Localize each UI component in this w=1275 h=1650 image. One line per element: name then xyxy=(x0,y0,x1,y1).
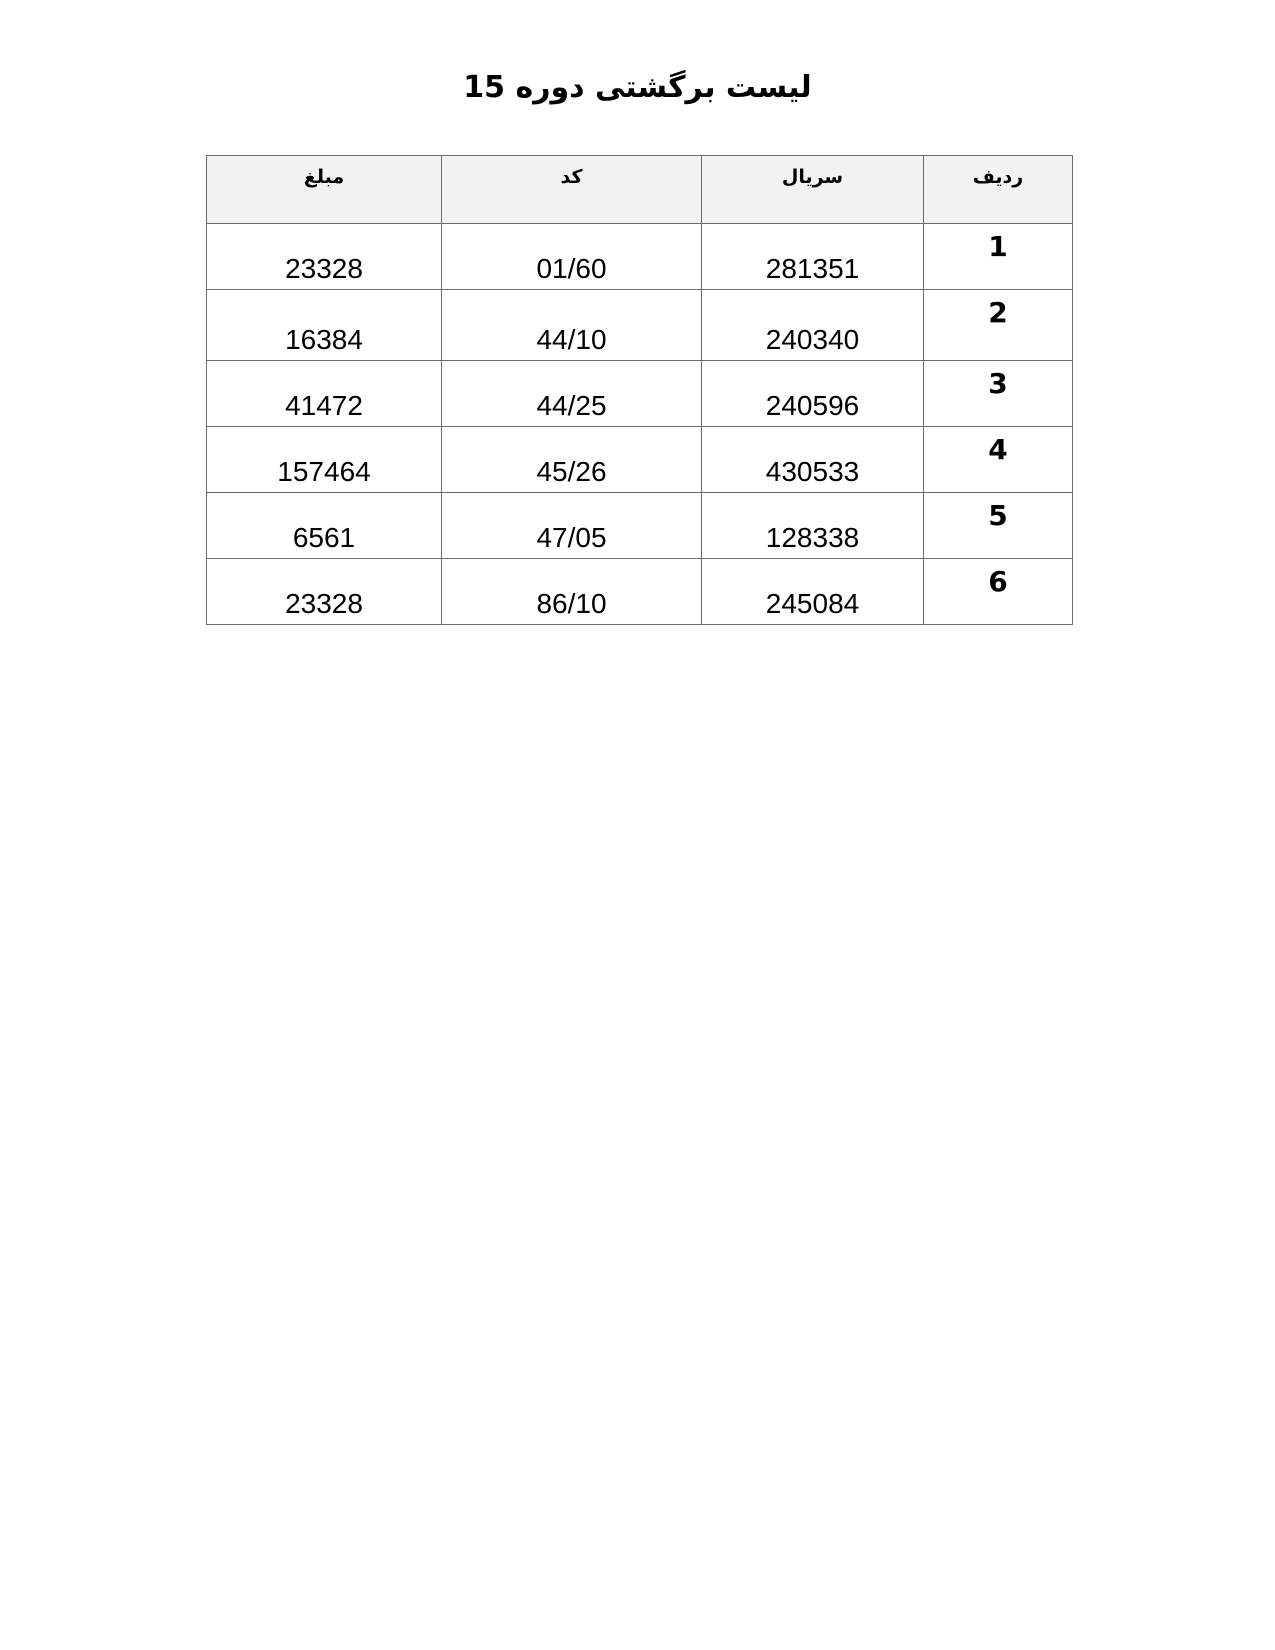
cell-serial: 245084 xyxy=(702,559,924,625)
cell-code: 44/25 xyxy=(442,361,702,427)
table-header-row xyxy=(207,156,1073,224)
cell-row-number: 4 xyxy=(924,427,1073,493)
cell-amount: 41472 xyxy=(207,361,442,427)
cell-code: 47/05 xyxy=(442,493,702,559)
cell-row-number: 6 xyxy=(924,559,1073,625)
cell-amount: 16384 xyxy=(207,290,442,361)
cell-code: 44/10 xyxy=(442,290,702,361)
table-row xyxy=(207,224,1073,290)
table-row xyxy=(207,290,1073,361)
cell-serial: 281351 xyxy=(702,224,924,290)
cell-amount: 157464 xyxy=(207,427,442,493)
header-row-number: ردیف xyxy=(924,156,1073,224)
page-title: لیست برگشتی دوره 15 xyxy=(463,70,812,105)
cell-row-number: 3 xyxy=(924,361,1073,427)
cell-code: 45/26 xyxy=(442,427,702,493)
cell-serial: 240596 xyxy=(702,361,924,427)
header-amount: مبلغ xyxy=(207,156,442,224)
cell-serial: 128338 xyxy=(702,493,924,559)
header-serial: سریال xyxy=(702,156,924,224)
table-row xyxy=(207,361,1073,427)
returns-table xyxy=(206,155,1073,625)
cell-amount: 6561 xyxy=(207,493,442,559)
table-row xyxy=(207,493,1073,559)
cell-amount: 23328 xyxy=(207,559,442,625)
header-code: کد xyxy=(442,156,702,224)
cell-amount: 23328 xyxy=(207,224,442,290)
cell-row-number: 2 xyxy=(924,290,1073,361)
cell-row-number: 5 xyxy=(924,493,1073,559)
table-row xyxy=(207,427,1073,493)
cell-serial: 240340 xyxy=(702,290,924,361)
cell-code: 86/10 xyxy=(442,559,702,625)
cell-row-number: 1 xyxy=(924,224,1073,290)
cell-code: 01/60 xyxy=(442,224,702,290)
cell-serial: 430533 xyxy=(702,427,924,493)
table-row xyxy=(207,559,1073,625)
